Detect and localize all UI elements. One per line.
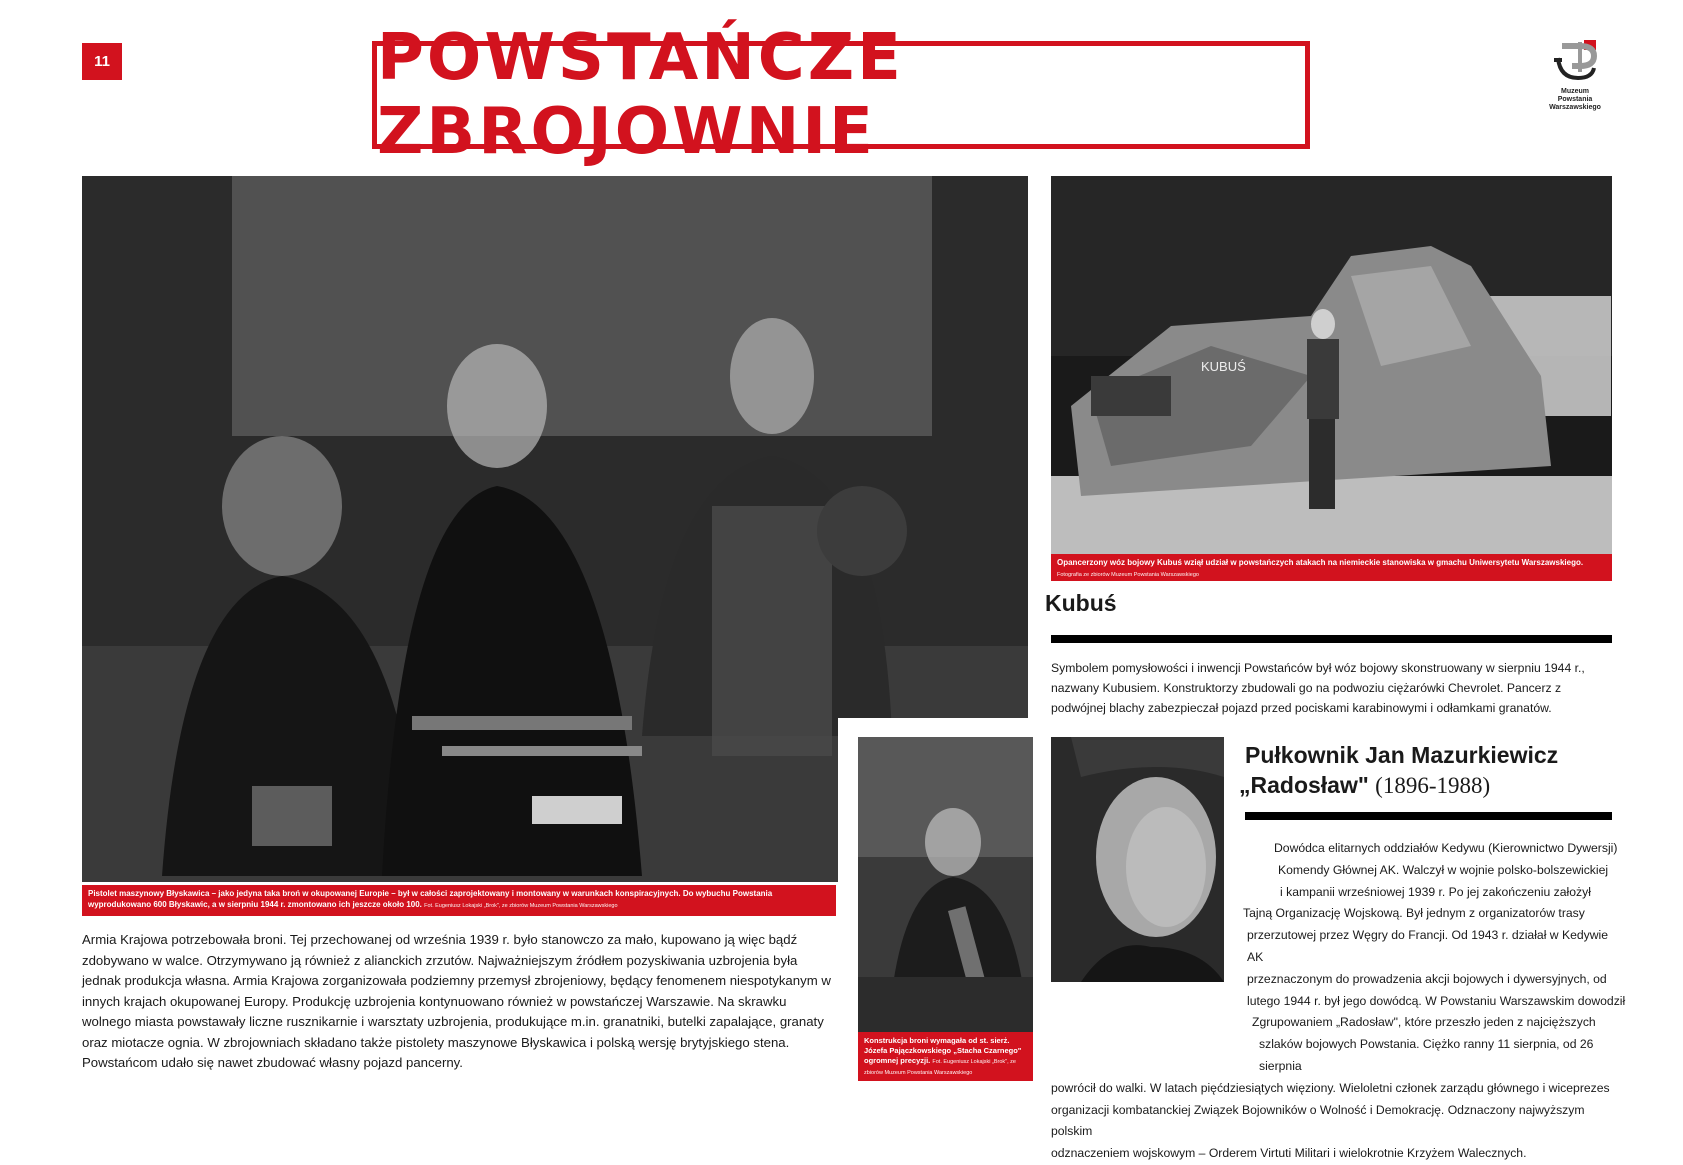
radoslaw-text: Dowódca elitarnych oddziałów Kedywu (Kierownictwo Dywersji) Komendy Głównej AK. Walczył w wojnie polsko-bolszewickiej i kampanii wrześniowej 1939 r. Po jej zakończeniu założył Tajną Organizację Wojskową. Był jednym z organizatorów trasy przerzutowej przez Węgry do Francji. Od 1943 r. działał w Kedywie AK przeznaczonym do prowadzenia akcji bojowych i dywersyjnych, od lutego 1944 r. był jego dowódcą. W Powstaniu Warszawskim dowodził Zgrupowaniem „Radosław", które przeszło jeden z najcięższych szlaków bojowych Powstania. Ciężko ranny 11 sierpnia, od 26 sierpnia powrócił do walki. W latach pięćdziesiątych więziony. Wieloletni członek zarządu głównego i wiceprezes organizacji kombatanckiej Związek Bojowników o Wolność i Demokrację. Odznaczony najwyższym polskim odznaczeniem wojskowym – Orderem Virtuti Militari i wielokrotnie Krzyżem Walecznych.: [1051, 841, 1626, 1161]
gunsmith-photo: [858, 737, 1033, 1032]
radoslaw-name: Pułkownik Jan Mazurkiewicz: [1245, 742, 1559, 768]
title-box: [372, 21, 1310, 169]
radoslaw-divider: [1245, 812, 1612, 820]
kubus-photo-caption: Opancerzony wóz bojowy Kubuś wziął udział w powstańczych atakach na niemieckie stanowiska w gmachu Uniwersytetu Warszawskiego. Fotografia ze zbiorów Muzeum Powstania Warszawskiego: [1051, 554, 1612, 581]
gunsmith-photo-caption: Konstrukcja broni wymagała od st. sierż. Józefa Pajączkowskiego „Stacha Czarnego" ogromnej precyzji. Fot. Eugeniusz Lokajski „Brok", ze zbiorów Muzeum Powstania Warszawskiego: [858, 1032, 1033, 1081]
logo-text: Muzeum Powstania Warszawskiego: [1549, 88, 1601, 111]
vehicle-label: KUBUŚ: [1201, 359, 1246, 374]
radoslaw-heading: [1239, 740, 1559, 801]
workshop-photo-caption: Pistolet maszynowy Błyskawica – jako jedyna taka broń w okupowanej Europie – był w całości zaprojektowany i montowany w warunkach konspiracyjnych. Do wybuchu Powstania wyprodukowano 600 Błyskawic, a w sierpniu 1944 r. zmontowano ich jeszcze około 100. Fot. Eugeniusz Lokajski „Brok", ze zbiorów Muzeum Powstania Warszawskiego: [82, 885, 836, 916]
page-number: 11: [82, 43, 122, 80]
main-text: Armia Krajowa potrzebowała broni. Tej przechowanej od września 1939 r. było stanowczo za mało, kupowano ją więc bądź zdobywano w walce. Otrzymywano ją również z alianckich zrzutów. Najważniejszym źródłem pozyskiwania uzbrojenia była jednak produkcja własna. Armia Krajowa zorganizowała podziemny przemysł zbrojeniowy, będący fenomenem niespotykanym w innych krajach okupowanej Europy. Produkcję uzbrojenia kontynuowano również w powstańczej Warszawie. Na skrawku wolnego miasta powstawały liczne rusznikarnie i warsztaty uzbrojenia, produkujące m.in. granatniki, butelki zapalające, granaty oraz miotacze ognia. W zbrojowniach składano także pistolety maszynowe Błyskawica i polską wersję brytyjskiego stena. Powstańcom udało się nawet zbudować własny pojazd pancerny.: [82, 932, 831, 1070]
page-title: POWSTAŃCZE ZBROJOWNIE: [377, 21, 904, 169]
radoslaw-alias: „Radosław": [1239, 772, 1369, 798]
radoslaw-alias-line: [1239, 770, 1558, 801]
kubus-text: Symbolem pomysłowości i inwencji Powstańców był wóz bojowy skonstruowany w sierpniu 1944 r., nazwany Kubusiem. Konstruktorzy zbudowali go na podwoziu ciężarówki Chevrolet. Pancerz z podwójnej blachy zabezpieczał pojazd przed pociskami karabinowymi i odłamkami granatów.: [1051, 661, 1585, 715]
museum-logo: [1540, 38, 1610, 114]
radoslaw-years: (1896-1988): [1375, 773, 1491, 798]
anchor-logo-icon: [1540, 38, 1610, 88]
kubus-vehicle-photo: [1051, 176, 1612, 554]
kubus-heading: Kubuś: [1045, 590, 1117, 616]
kubus-divider: [1051, 635, 1612, 643]
